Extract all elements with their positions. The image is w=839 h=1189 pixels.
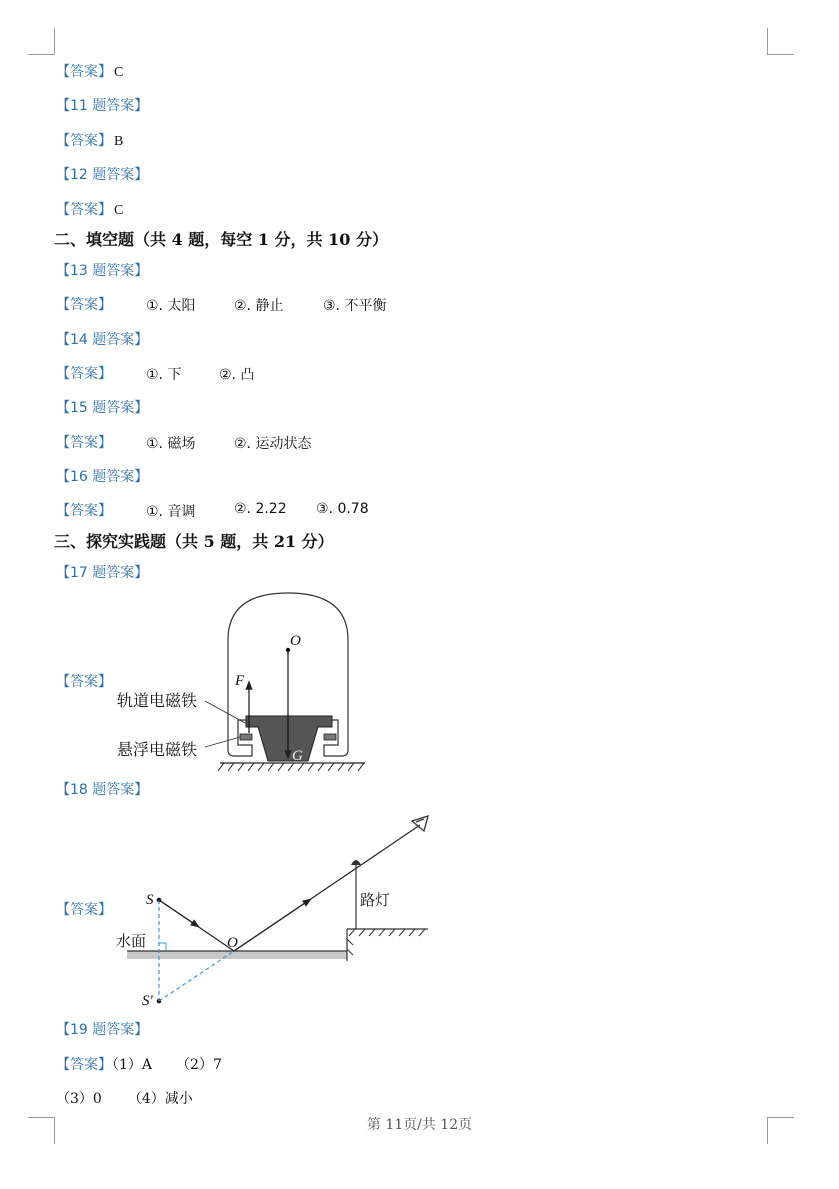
answer-tag: 【答案】 [56, 202, 112, 218]
levitate-magnet-right [324, 734, 336, 740]
water-surface [127, 951, 347, 959]
q13-item-1: ①. 太阳 [146, 298, 196, 314]
q11-heading [56, 97, 148, 115]
answer-tag: 【答案】 [56, 674, 112, 690]
q13-answer-line [56, 296, 112, 314]
q15-item-1: ①. 磁场 [146, 436, 196, 452]
answer-tag: 【答案】 [56, 64, 112, 80]
label-water: 水面 [116, 932, 147, 950]
q14-answer-line [56, 365, 112, 383]
label-s-prime: S′ [142, 993, 153, 1009]
answer-tag: 【答案】 [56, 1057, 112, 1073]
q16-item-3: ③. 0.78 [316, 501, 369, 517]
track-magnet [246, 716, 332, 761]
q18-answer-line [56, 901, 112, 919]
q19-part-4: （4）减小 [127, 1091, 193, 1107]
q16-answer-line [56, 502, 112, 520]
q19-answer-line [56, 1056, 222, 1074]
levitate-magnet-left [240, 734, 252, 740]
question-heading: 【11 题答案】 [56, 98, 149, 114]
q12-heading [56, 166, 148, 184]
label-o: O [290, 633, 301, 649]
q16-item-2: ②. 2.22 [234, 501, 287, 517]
question-heading: 【17 题答案】 [56, 565, 149, 581]
label-o: O [227, 935, 238, 951]
section-3-title: 三、探究实践题（共 5 题，共 21 分） [54, 532, 334, 551]
answer-value: B [114, 134, 124, 149]
q14-heading [56, 331, 148, 349]
question-heading: 【18 题答案】 [56, 782, 149, 798]
q13-heading [56, 262, 148, 280]
question-heading: 【13 题答案】 [56, 263, 149, 279]
right-angle-mark [159, 943, 166, 951]
q19-part-1: （1）A [112, 1057, 153, 1073]
q13-item-2: ②. 静止 [234, 298, 284, 314]
q16-item-1: ①. 音调 [146, 504, 196, 520]
label-f: F [235, 673, 245, 689]
page-footer: 第 11页/共 12页 [366, 1117, 473, 1133]
q10-answer-line [56, 63, 123, 82]
q17-answer-line [56, 673, 112, 691]
q19-answer-line-2 [56, 1090, 193, 1108]
answer-tag: 【答案】 [56, 902, 112, 918]
q11-answer-line [56, 132, 123, 151]
q15-answer-line [56, 434, 112, 452]
q12-answer-line [56, 201, 123, 220]
q14-item-2: ②. 凸 [219, 367, 255, 383]
q14-item-1: ①. 下 [146, 367, 182, 383]
q15-heading [56, 399, 148, 417]
answer-tag: 【答案】 [56, 366, 112, 382]
q13-item-3: ③. 不平衡 [323, 298, 387, 314]
question-heading: 【12 题答案】 [56, 167, 149, 183]
answer-tag: 【答案】 [56, 133, 112, 149]
answer-tag: 【答案】 [56, 297, 112, 313]
answer-tag: 【答案】 [56, 503, 112, 519]
maglev-figure [110, 585, 380, 780]
q18-heading [56, 781, 148, 799]
label-levitate-magnet: 悬浮电磁铁 [117, 740, 198, 759]
question-heading: 【15 题答案】 [56, 400, 149, 416]
q19-part-2: （2）7 [176, 1057, 222, 1073]
answer-value: C [114, 203, 124, 218]
label-track-magnet: 轨道电磁铁 [117, 691, 198, 710]
q16-heading [56, 468, 148, 486]
section-2-title: 二、填空题（共 4 题，每空 1 分，共 10 分） [54, 230, 388, 249]
label-lamp: 路灯 [360, 891, 391, 909]
label-s: S [146, 892, 154, 908]
lamp-head-icon [351, 860, 361, 865]
q19-heading [56, 1021, 148, 1039]
question-heading: 【16 题答案】 [56, 469, 149, 485]
answer-value: C [114, 65, 124, 80]
reflection-figure [110, 805, 440, 1015]
q17-heading [56, 564, 148, 582]
label-g: G [292, 748, 303, 764]
question-heading: 【14 题答案】 [56, 332, 149, 348]
corner-mark-top-right [767, 28, 794, 55]
q19-part-3: （3）0 [56, 1091, 102, 1107]
q15-item-2: ②. 运动状态 [234, 436, 312, 452]
answer-tag: 【答案】 [56, 435, 112, 451]
question-heading: 【19 题答案】 [56, 1022, 149, 1038]
corner-mark-top-left [28, 28, 55, 55]
